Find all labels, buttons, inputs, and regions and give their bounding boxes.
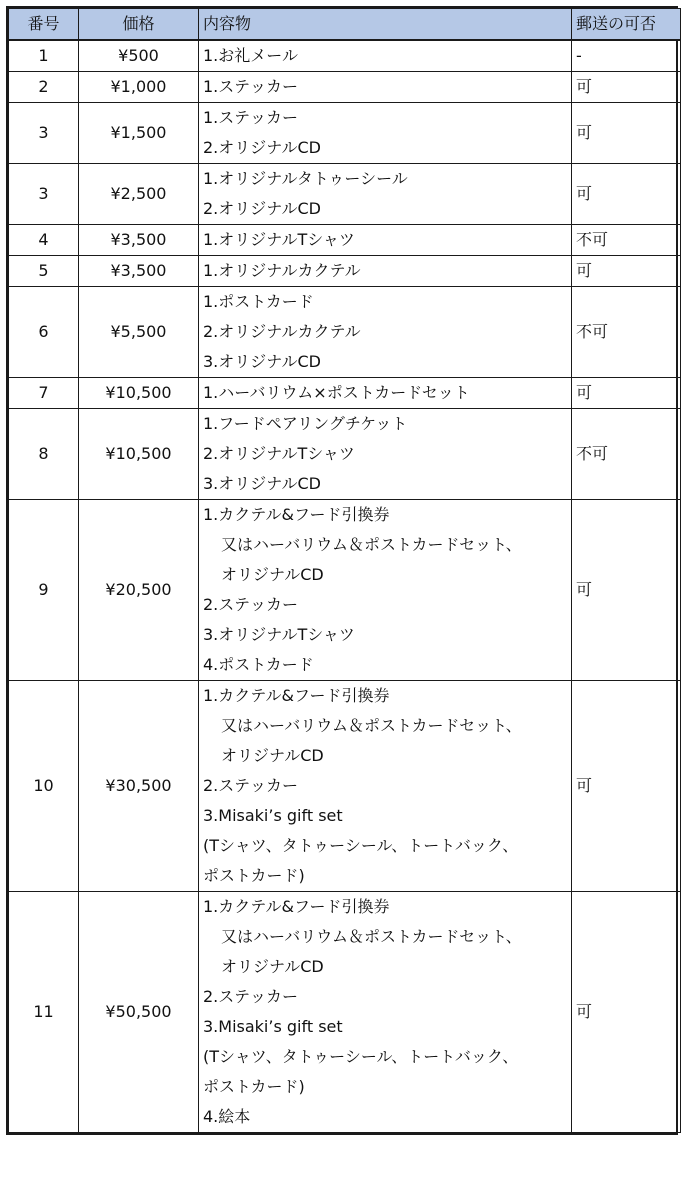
row-number: 8 <box>9 409 79 500</box>
row-shipping: 可 <box>572 256 681 287</box>
row-shipping: 可 <box>572 500 681 681</box>
row-shipping: - <box>572 40 681 72</box>
header-contents: 内容物 <box>199 9 572 41</box>
row-number: 3 <box>9 103 79 164</box>
content-line: 2.ステッカー <box>203 595 298 614</box>
content-line: 又はハーバリウム＆ポストカードセット、 <box>221 535 522 554</box>
table-row <box>9 287 681 378</box>
header-row <box>9 9 681 41</box>
content-line: 1.カクテル&フード引換券 <box>203 686 390 705</box>
row-contents <box>199 40 572 72</box>
content-line: ポストカード) <box>203 1077 305 1096</box>
row-price: ¥50,500 <box>79 892 199 1133</box>
content-line: オリジナルCD <box>221 746 324 765</box>
reward-table <box>8 8 681 1133</box>
content-line: 2.ステッカー <box>203 987 298 1006</box>
content-line: 2.ステッカー <box>203 776 298 795</box>
content-line: 1.カクテル&フード引換券 <box>203 897 390 916</box>
row-price: ¥500 <box>79 40 199 72</box>
header-shipping: 郵送の可否 <box>572 9 681 41</box>
content-line: 4.ポストカード <box>203 655 314 674</box>
row-number: 9 <box>9 500 79 681</box>
content-line: 2.オリジナルCD <box>203 138 321 157</box>
row-shipping: 可 <box>572 72 681 103</box>
row-number: 2 <box>9 72 79 103</box>
row-number: 5 <box>9 256 79 287</box>
content-line: 3.Misaki’s gift set <box>203 1017 343 1036</box>
table-row <box>9 225 681 256</box>
content-line: 4.絵本 <box>203 1107 251 1126</box>
row-price: ¥10,500 <box>79 378 199 409</box>
content-line: 3.オリジナルCD <box>203 474 321 493</box>
row-price: ¥5,500 <box>79 287 199 378</box>
row-price: ¥1,500 <box>79 103 199 164</box>
content-line: 又はハーバリウム＆ポストカードセット、 <box>221 927 522 946</box>
row-contents <box>199 103 572 164</box>
table-row <box>9 409 681 500</box>
row-number: 10 <box>9 681 79 892</box>
content-line: 3.Misaki’s gift set <box>203 806 343 825</box>
row-shipping: 可 <box>572 164 681 225</box>
content-line: オリジナルCD <box>221 565 324 584</box>
content-line: 1.ポストカード <box>203 292 314 311</box>
content-line: (Tシャツ、タトゥーシール、トートバック、 <box>203 1047 519 1066</box>
table-header <box>9 9 681 41</box>
table-row <box>9 378 681 409</box>
row-shipping: 不可 <box>572 225 681 256</box>
row-number: 6 <box>9 287 79 378</box>
content-line: (Tシャツ、タトゥーシール、トートバック、 <box>203 836 519 855</box>
reward-table-sheet <box>6 6 678 1135</box>
row-shipping: 可 <box>572 681 681 892</box>
content-line: 2.オリジナルTシャツ <box>203 444 355 463</box>
table-row <box>9 892 681 1133</box>
content-line: 3.オリジナルTシャツ <box>203 625 355 644</box>
row-number: 7 <box>9 378 79 409</box>
row-contents <box>199 256 572 287</box>
row-contents <box>199 500 572 681</box>
content-line: 1.オリジナルタトゥーシール <box>203 169 408 188</box>
header-number: 番号 <box>9 9 79 41</box>
row-contents <box>199 681 572 892</box>
row-contents <box>199 72 572 103</box>
content-line: ポストカード) <box>203 866 305 885</box>
row-number: 11 <box>9 892 79 1133</box>
table-row <box>9 681 681 892</box>
row-price: ¥1,000 <box>79 72 199 103</box>
row-shipping: 可 <box>572 378 681 409</box>
row-contents <box>199 164 572 225</box>
row-shipping: 可 <box>572 892 681 1133</box>
row-contents <box>199 892 572 1133</box>
row-number: 4 <box>9 225 79 256</box>
table-row <box>9 164 681 225</box>
header-price: 価格 <box>79 9 199 41</box>
content-line: 1.フードペアリングチケット <box>203 414 408 433</box>
row-contents <box>199 287 572 378</box>
row-contents <box>199 378 572 409</box>
row-shipping: 可 <box>572 103 681 164</box>
row-price: ¥20,500 <box>79 500 199 681</box>
table-row <box>9 72 681 103</box>
content-line: 3.オリジナルCD <box>203 352 321 371</box>
content-line: 1.ステッカー <box>203 77 298 96</box>
table-body <box>9 40 681 1133</box>
row-price: ¥3,500 <box>79 225 199 256</box>
table-row <box>9 256 681 287</box>
row-number: 3 <box>9 164 79 225</box>
row-contents <box>199 409 572 500</box>
content-line: 2.オリジナルカクテル <box>203 322 361 341</box>
row-price: ¥10,500 <box>79 409 199 500</box>
content-line: 1.ハーバリウム×ポストカードセット <box>203 383 470 402</box>
content-line: 1.オリジナルTシャツ <box>203 230 355 249</box>
content-line: 2.オリジナルCD <box>203 199 321 218</box>
content-line: オリジナルCD <box>221 957 324 976</box>
row-shipping: 不可 <box>572 409 681 500</box>
row-number: 1 <box>9 40 79 72</box>
content-line: 又はハーバリウム＆ポストカードセット、 <box>221 716 522 735</box>
table-row <box>9 40 681 72</box>
row-price: ¥3,500 <box>79 256 199 287</box>
row-price: ¥2,500 <box>79 164 199 225</box>
content-line: 1.オリジナルカクテル <box>203 261 361 280</box>
table-row <box>9 103 681 164</box>
table-row <box>9 500 681 681</box>
row-contents <box>199 225 572 256</box>
content-line: 1.ステッカー <box>203 108 298 127</box>
content-line: 1.カクテル&フード引換券 <box>203 505 390 524</box>
row-price: ¥30,500 <box>79 681 199 892</box>
content-line: 1.お礼メール <box>203 46 298 65</box>
row-shipping: 不可 <box>572 287 681 378</box>
